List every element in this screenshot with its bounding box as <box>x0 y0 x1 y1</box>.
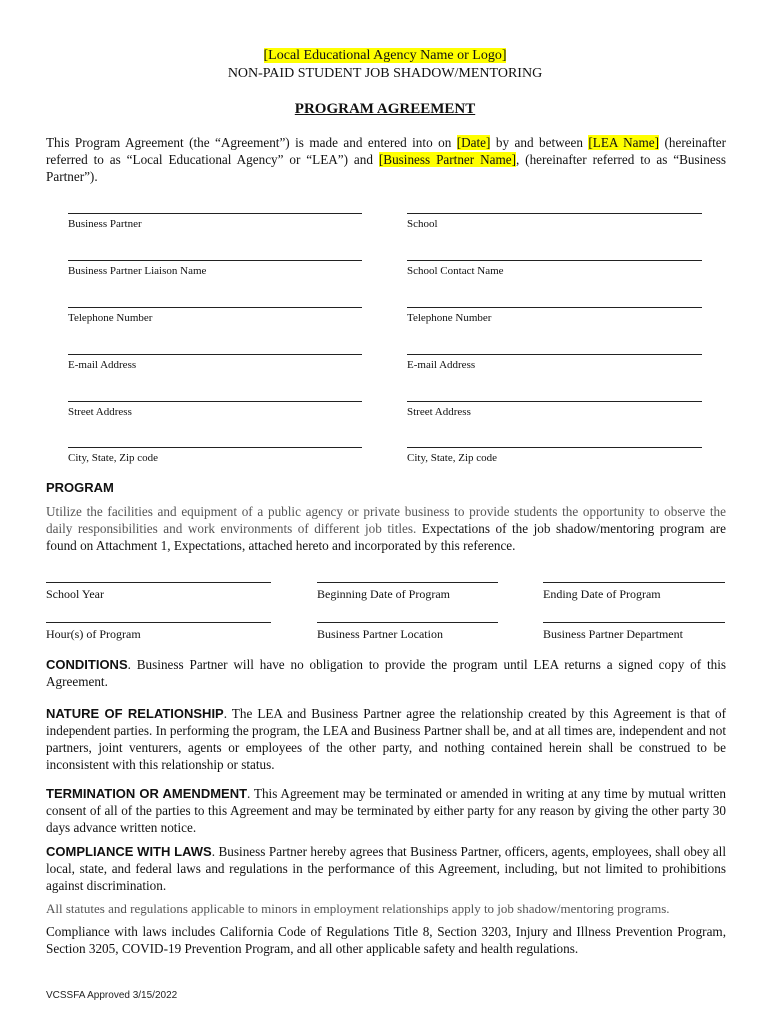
field-label: City, State, Zip code <box>68 452 159 464</box>
compliance-paragraph <box>46 843 726 894</box>
field-label: Business Partner <box>68 218 142 230</box>
agency-name-placeholder <box>0 48 770 64</box>
document-title: PROGRAM AGREEMENT <box>294 101 476 117</box>
business-partner-field[interactable] <box>68 213 362 230</box>
intro-text-3: (hereinafter referred to as “Local Educational Agency” or “LEA”) and <box>46 135 726 167</box>
field-label: Street Address <box>407 406 471 418</box>
field-label: Beginning Date of Program <box>317 587 450 601</box>
compliance-heading: COMPLIANCE WITH LAWS <box>46 844 212 859</box>
partner-location-field[interactable] <box>317 622 498 642</box>
program-text-2: Expectations of the job shadow/mentoring program are found on Attachment 1, Expectations, attached hereto and incorporated by this reference. <box>46 521 726 553</box>
intro-paragraph <box>46 134 726 185</box>
program-paragraph <box>46 503 726 554</box>
nature-heading: NATURE OF RELATIONSHIP <box>46 706 224 721</box>
field-label: Ending Date of Program <box>543 587 661 601</box>
school-telephone-field[interactable] <box>407 307 702 324</box>
intro-text-1: This Program Agreement (the “Agreement”) is made and entered into on <box>46 135 457 150</box>
field-label: Business Partner Department <box>543 627 683 641</box>
school-email-field[interactable] <box>407 354 702 371</box>
field-label: Street Address <box>68 406 132 418</box>
date-placeholder[interactable]: [Date] <box>456 135 491 150</box>
field-label: School Contact Name <box>407 265 504 277</box>
field-label: E-mail Address <box>407 359 476 371</box>
field-label: Telephone Number <box>407 312 492 324</box>
field-label: E-mail Address <box>68 359 137 371</box>
field-label: School <box>407 218 438 230</box>
document-subtitle: NON-PAID STUDENT JOB SHADOW/MENTORING <box>227 66 543 81</box>
program-text-1: Utilize the facilities and equipment of a public agency or private business to provide students the opportunity to observe the daily responsibilities and work environments of different job titles. <box>46 504 726 536</box>
program-heading: PROGRAM <box>46 480 114 495</box>
school-year-field[interactable] <box>46 582 271 602</box>
partner-department-field[interactable] <box>543 622 725 642</box>
nature-paragraph <box>46 705 726 773</box>
liaison-name-field[interactable] <box>68 260 362 277</box>
intro-text-4: , (hereinafter referred to as “Business Partner”). <box>46 152 727 184</box>
school-street-field[interactable] <box>407 401 702 418</box>
field-label: Business Partner Location <box>317 627 443 641</box>
conditions-heading: CONDITIONS <box>46 657 128 672</box>
compliance-details-paragraph: Compliance with laws includes California Code of Regulations Title 8, Section 3203, Injury and Illness Prevention Program, Section 3205, COVID-19 Prevention Program, and all other applicable safety and health regulations. <box>46 924 726 956</box>
hours-field[interactable] <box>46 622 271 642</box>
school-contact-field[interactable] <box>407 260 702 277</box>
lea-name-placeholder[interactable]: [LEA Name] <box>588 135 660 150</box>
termination-paragraph <box>46 785 726 836</box>
agency-name-highlight: [Local Educational Agency Name or Logo] <box>263 48 507 63</box>
partner-email-field[interactable] <box>68 354 362 371</box>
field-label: City, State, Zip code <box>407 452 498 464</box>
school-field[interactable] <box>407 213 702 230</box>
intro-text-2: by and between <box>490 135 589 150</box>
business-partner-placeholder[interactable]: [Business Partner Name] <box>378 152 516 167</box>
field-label: School Year <box>46 587 105 601</box>
nature-text: . The LEA and Business Partner agree the relationship created by this Agreement is that of independent parties. In performing the program, the LEA and Business Partner shall be, and at all times are, independent and not partners, joint venturers, agents or employees of the other party, and nothing contained herein shall be construed to be inconsistent with this relationship or status. <box>46 706 727 772</box>
termination-text: . This Agreement may be terminated or amended in writing at any time by mutual written consent of all of the parties to this Agreement and may be terminated by either party for any reason by giving the other party 30 days advance written notice. <box>46 786 726 835</box>
partner-street-field[interactable] <box>68 401 362 418</box>
field-label: Hour(s) of Program <box>46 627 141 641</box>
field-label: Business Partner Liaison Name <box>68 265 207 277</box>
footer-approval: VCSSFA Approved 3/15/2022 <box>46 990 178 1001</box>
termination-heading: TERMINATION OR AMENDMENT <box>46 786 248 801</box>
statutes-paragraph: All statutes and regulations applicable to minors in employment relationships apply to job shadow/mentoring programs. <box>46 901 670 916</box>
partner-city-field[interactable] <box>68 447 362 464</box>
school-city-field[interactable] <box>407 447 702 464</box>
ending-date-field[interactable] <box>543 582 725 602</box>
conditions-text: . Business Partner will have no obligation to provide the program until LEA returns a signed copy of this Agreement. <box>46 657 726 689</box>
field-label: Telephone Number <box>68 312 153 324</box>
conditions-paragraph <box>46 656 726 690</box>
compliance-text: . Business Partner hereby agrees that Business Partner, officers, agents, employees, shall obey all local, state, and federal laws and regulations in the performance of this Agreement, including, but not limited to prohibitions against discrimination. <box>46 844 726 893</box>
partner-telephone-field[interactable] <box>68 307 362 324</box>
beginning-date-field[interactable] <box>317 582 498 602</box>
